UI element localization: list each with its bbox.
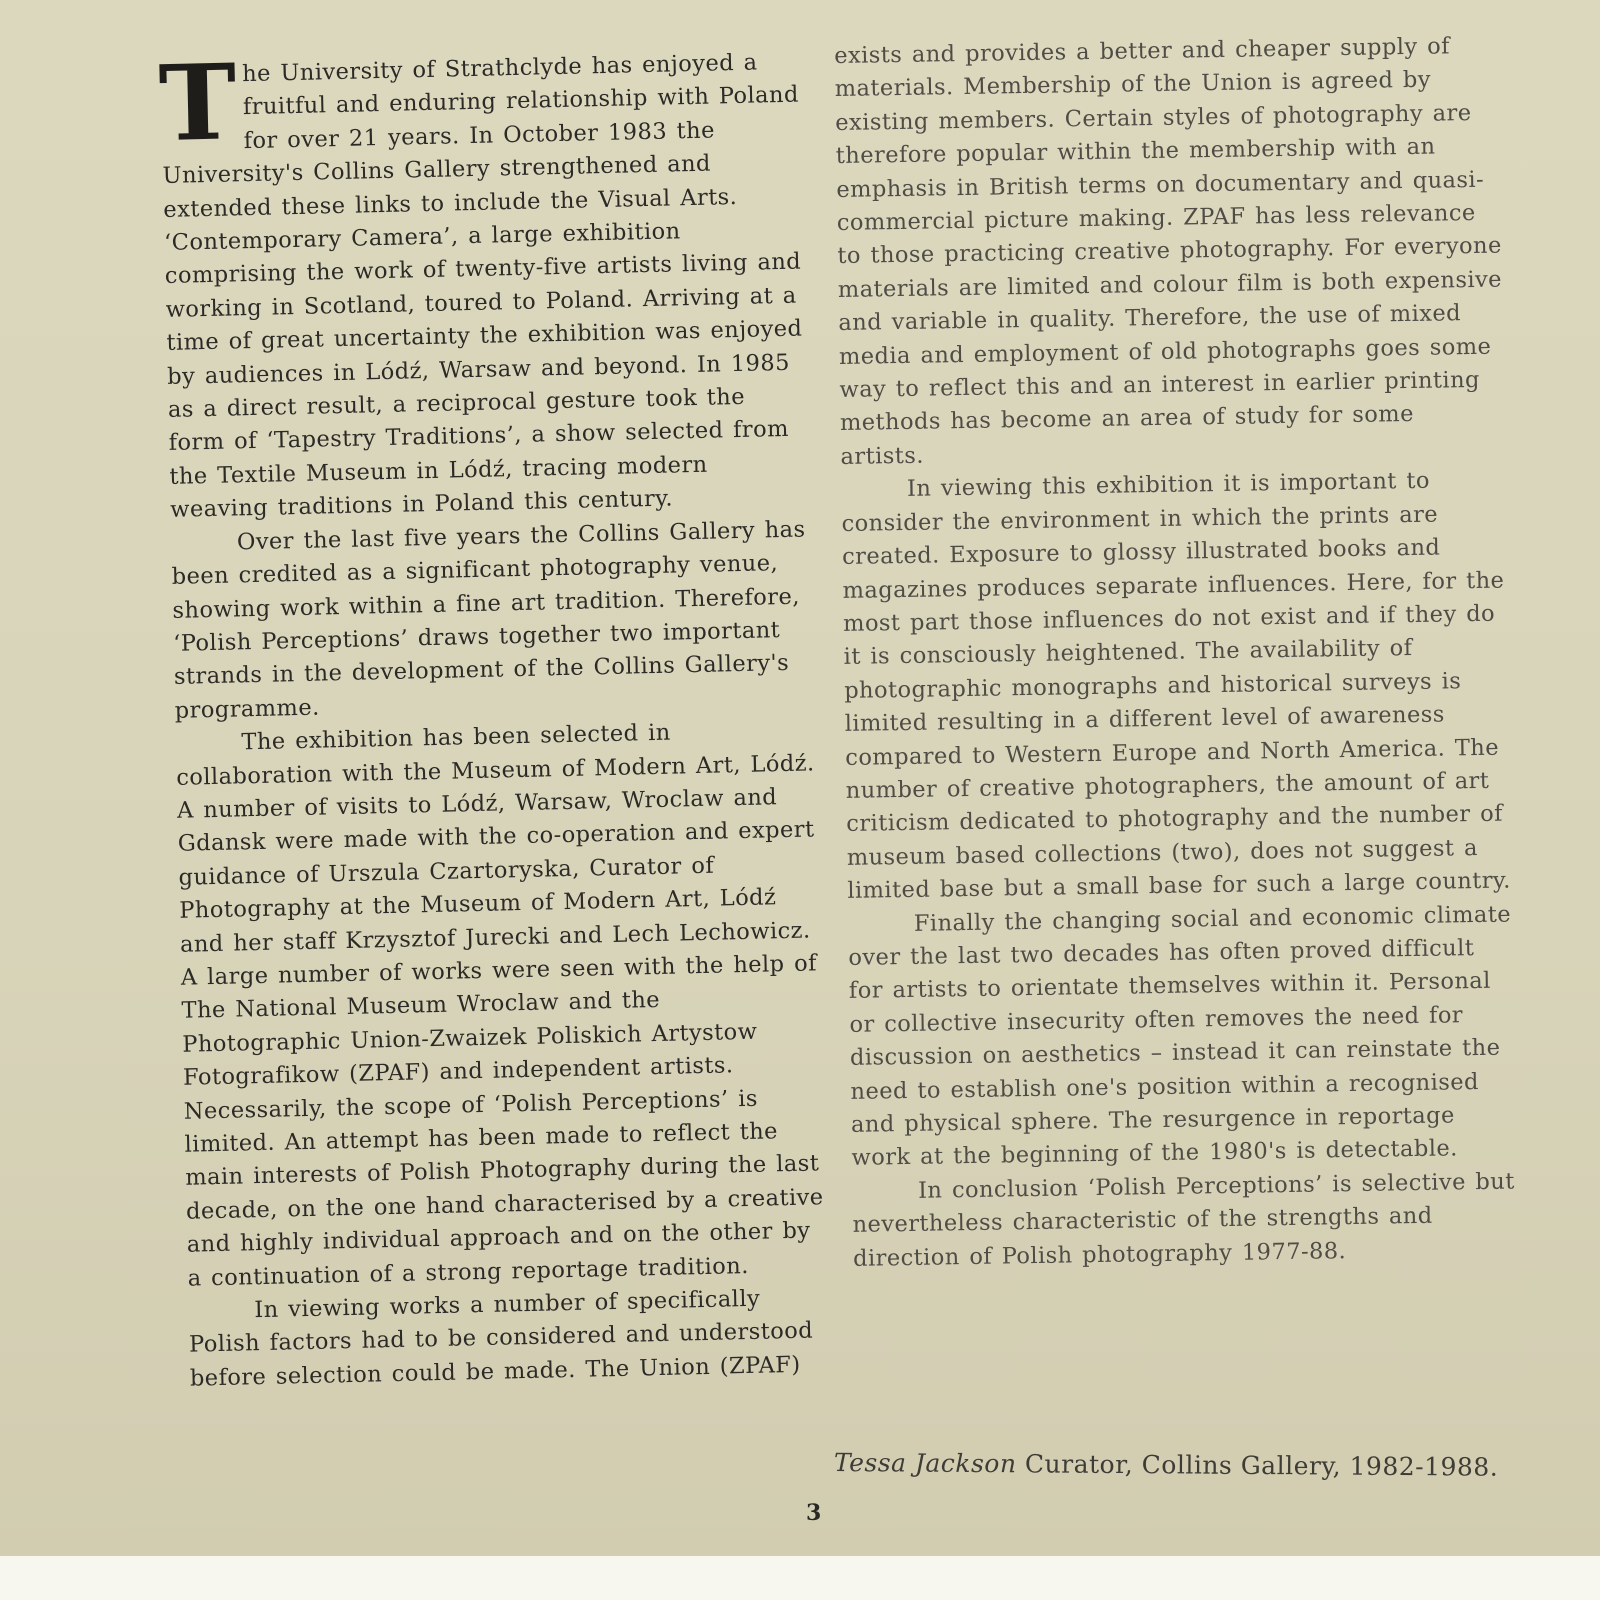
paragraph-polish-factors: In viewing works a number of specifically Polish factors had to be considered and understood before selection could be made. The Union (ZPAF) (188, 1285, 814, 1392)
paragraph-environment: In viewing this exhibition it is important to consider the environment in which the prints are created. Exposure to glossy illustrated books and magazines produces separate influences. Here, for the most part those influences do not exist and if they do it is consciously heightened. The availability of photographic monographs and historical surveys is limited resulting in a different level of awareness compared to Western Europe and North America. The number of creative photographers, the amount of art criticism dedicated to photography and the number of museum based collections (two), does not suggest a limited base but a small base for such a large country. (841, 467, 1511, 905)
right-text-column (834, 30, 1518, 1276)
drop-cap: T (157, 40, 239, 166)
opening-paragraph-text: he University of Strathclyde has enjoyed a fruitful and enduring relationship with Poland for over 21 years. In October 1983 the University's Collins Gallery strengthened and extended these links to include the Visual Arts. ‘Contemporary Camera’, a large exhibition comprising the work of twenty-five artists living and working in Scotland, toured to Poland. Arriving at a time of great uncertainty the exhibition was enjoyed by audiences in Lódź, Warsaw and beyond. In 1985 as a direct result, a reciprocal gesture took the form of ‘Tapestry Traditions’, a show selected from the Textile Museum in Lódź, tracing modern weaving traditions in Poland this century. (162, 49, 803, 524)
page-bottom-margin (0, 1556, 1600, 1600)
paragraph-conclusion: In conclusion ‘Polish Perceptions’ is selective but nevertheless characteristic of the strengths and direction of Polish photography 1977-88. (852, 1168, 1515, 1272)
opening-paragraph (157, 40, 810, 527)
signature-name: Tessa Jackson (833, 1448, 1017, 1479)
signature-title: Curator, Collins Gallery, 1982-1988. (1016, 1449, 1499, 1482)
paragraph-selection: The exhibition has been selected in collaboration with the Museum of Modern Art, Lódź. A number of visits to Lódź, Warsaw, Wroclaw and Gdansk were made with the co-operation and expert guidance of Urszula Czartoryska, Curator of Photography at the Museum of Modern Art, Lódź and her staff Krzysztof Jurecki and Lech Lechowicz. (175, 719, 815, 958)
paragraph-works-seen: A large number of works were seen with the help of The National Museum Wroclaw and the Photographic Union-Zwaizek Poliskich Artystow Fotografikow (ZPAF) and independent artists. Necessarily, the scope of ‘Polish Perceptions’ is limited. An attempt has been made to reflect the main interests of Polish Photography during the last decade, on the one hand characterised by a creative and highly individual approach and on the other by a continuation of a strong reportage tradition. (180, 950, 824, 1292)
paragraph-climate: Finally the changing social and economic climate over the last two decades has often proved difficult for artists to orientate themselves within it. Personal or collective insecurity often removes the need for discussion on aesthetics – instead it can reinstate the need to establish one's position within a recognised and physical sphere. The resurgence in reportage work at the beginning of the 1980's is detectable. (848, 901, 1512, 1172)
left-text-column (157, 40, 830, 1395)
signature (834, 1448, 1499, 1482)
paragraph-union: exists and provides a better and cheaper supply of materials. Membership of the Union is agreed by existing members. Certain styles of photography are therefore popular within the membership with an emphasis in British terms on documentary and quasi-commercial picture making. ZPAF has less relevance to those practicing creative photography. For everyone materials are limited and colour film is both expensive and variable in quality. Therefore, the use of mixed media and employment of old photographs goes some way to reflect this and an interest in earlier printing methods has become an area of study for some artists. (834, 33, 1503, 470)
paragraph-collins-gallery: Over the last five years the Collins Gallery has been credited as a significant photography venue, showing work within a fine art tradition. Therefore, ‘Polish Perceptions’ draws together two important strands in the development of the Collins Gallery's programme. (171, 516, 806, 724)
page-number: 3 (806, 1500, 822, 1526)
